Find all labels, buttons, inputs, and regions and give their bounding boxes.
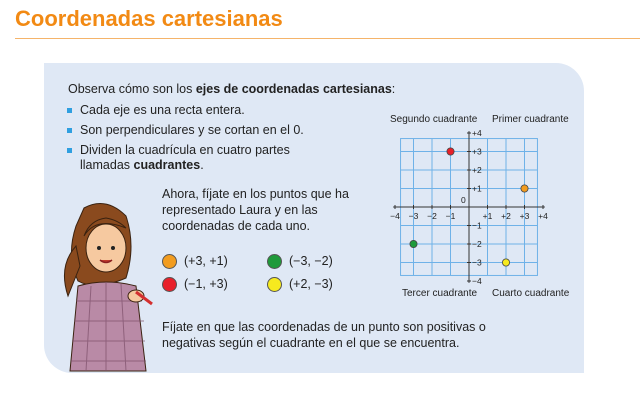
- x-tick-label: +3: [519, 211, 530, 221]
- y-tick-label: +4: [472, 128, 482, 138]
- laura-illustration: [56, 186, 156, 371]
- y-tick-label: −3: [472, 257, 482, 268]
- y-tick-label: −4: [472, 276, 482, 286]
- quadrant-label-first: Primer cuadrante: [492, 114, 569, 125]
- plotted-point: [521, 185, 528, 192]
- y-tick-label: −1: [472, 220, 482, 231]
- yellow-dot-icon: [267, 277, 282, 292]
- legend-item: [162, 254, 228, 269]
- intro-prefix: Observa cómo son los: [68, 82, 196, 96]
- bullet-text: Dividen la cuadrícula en cuatro partes llamadas: [80, 143, 290, 172]
- title-divider: [15, 38, 640, 39]
- intro-bold: ejes de coordenadas cartesianas: [195, 82, 392, 96]
- x-tick-label: +4: [538, 211, 548, 221]
- intro-suffix: :: [391, 82, 396, 96]
- legend-item: [162, 277, 228, 292]
- bullet-square-icon: [67, 128, 72, 133]
- axes: [393, 131, 545, 283]
- y-tick-label: −2: [472, 239, 482, 249]
- x-tick-label: +2: [501, 211, 511, 221]
- plotted-point: [447, 148, 454, 155]
- origin-label: 0: [461, 195, 466, 205]
- cartesian-plane: [390, 125, 566, 286]
- legend-label: (−1, +3): [184, 277, 228, 291]
- x-tick-label: +1: [482, 211, 493, 221]
- laura-text: Ahora, fíjate en los puntos que ha representado Laura y en las coordenadas de cada uno.: [162, 187, 349, 233]
- green-dot-icon: [267, 254, 282, 269]
- plotted-point: [410, 240, 417, 247]
- legend-label: (+2, −3): [289, 277, 333, 291]
- bullet-text: Cada eje es una recta entera.: [80, 103, 245, 117]
- x-tick-label: −1: [445, 211, 456, 221]
- orange-dot-icon: [162, 254, 177, 269]
- footer-text: Fíjate en que las coordenadas de un punto son positivas o negativas según el cuadrante en el que se encuentra.: [162, 320, 486, 350]
- red-dot-icon: [162, 277, 177, 292]
- x-tick-label: −4: [390, 211, 400, 221]
- bullet-list: [66, 103, 336, 178]
- quadrant-label-third: Tercer cuadrante: [402, 288, 478, 299]
- bullet-suffix: .: [200, 158, 204, 172]
- page-title: Coordenadas cartesianas: [15, 6, 283, 31]
- bullet-bold: cuadrantes: [133, 158, 201, 172]
- x-tick-label: −3: [408, 211, 419, 221]
- x-tick-label: −2: [427, 211, 437, 221]
- list-item: [66, 103, 336, 118]
- list-item: [66, 143, 336, 173]
- plotted-point: [502, 259, 509, 266]
- intro-text: [68, 82, 395, 96]
- bullet-square-icon: [67, 108, 72, 113]
- legend-label: (−3, −2): [289, 254, 333, 268]
- y-tick-label: +2: [472, 165, 482, 175]
- y-tick-label: +1: [472, 183, 482, 194]
- quadrant-label-fourth: Cuarto cuadrante: [492, 288, 570, 299]
- quadrant-label-second: Segundo cuadrante: [390, 114, 478, 125]
- list-item: [66, 123, 336, 138]
- legend-label: (+3, +1): [184, 254, 228, 268]
- legend-item: [267, 277, 333, 292]
- legend-item: [267, 254, 333, 269]
- y-tick-label: +3: [472, 146, 482, 157]
- bullet-square-icon: [67, 148, 72, 153]
- bullet-text: Son perpendiculares y se cortan en el 0.: [80, 123, 304, 137]
